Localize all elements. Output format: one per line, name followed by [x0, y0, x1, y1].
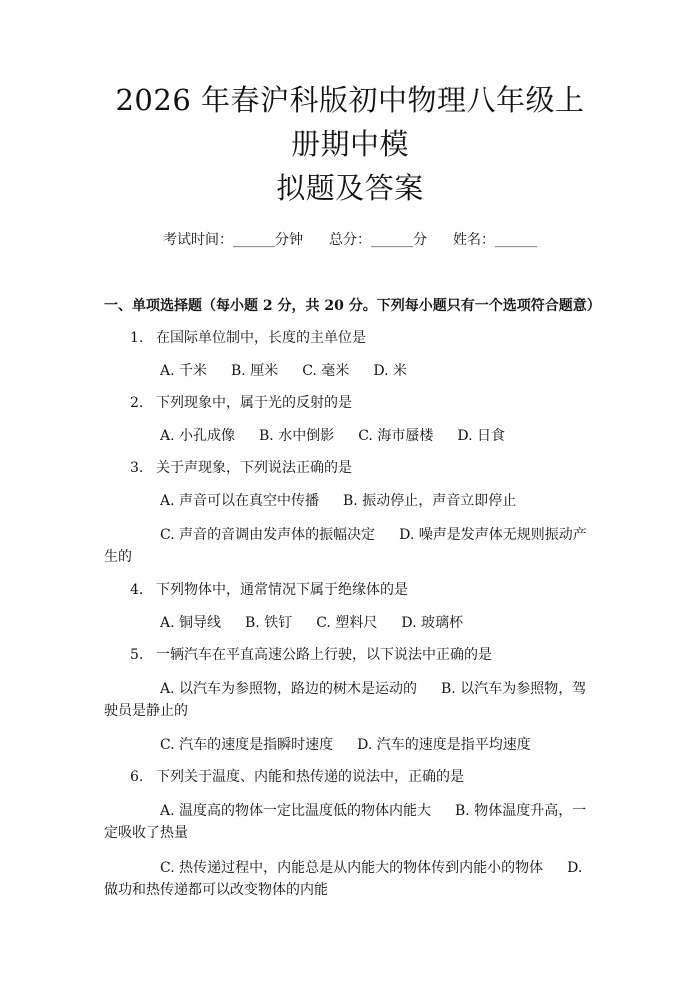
question-options [104, 613, 596, 633]
option: B. 以汽车为参照物，驾驶员是静止的 [104, 681, 587, 719]
option: B. 厘米 [231, 363, 279, 379]
question-options [104, 361, 596, 381]
question-text: 一辆汽车在平直高速公路上行驶，以下说法中正确的是 [156, 647, 492, 663]
option: B. 水中倒影 [259, 428, 335, 444]
option: A. 以汽车为参照物，路边的树木是运动的 [160, 681, 418, 697]
question [104, 393, 596, 413]
question-options-wrapped [104, 800, 596, 844]
option: C. 热传递过程中，内能总是从内能大的物体传到内能小的物体 [160, 860, 544, 876]
question-number: 4. [130, 582, 144, 598]
title-line-1: 2026 年春沪科版初中物理八年级上册期中模 [115, 83, 585, 161]
exam-score: 总分：______分 [329, 232, 427, 248]
question-number: 5. [130, 647, 144, 663]
option: C. 毫米 [302, 363, 350, 379]
question [104, 767, 596, 787]
option: C. 塑料尺 [316, 615, 378, 631]
option: A. 铜导线 [160, 615, 222, 631]
section-title: 一、单项选择题（每小题 2 分，共 20 分。下列每小题只有一个选项符合题意） [104, 298, 601, 314]
option: A. 千米 [160, 363, 208, 379]
option: D. 汽车的速度是指平均速度 [357, 737, 531, 753]
question-text: 下列现象中，属于光的反射的是 [156, 395, 352, 411]
option: B. 物体温度升高，一定吸收了热量 [104, 803, 587, 841]
option: D. 玻璃杯 [401, 615, 463, 631]
option: A. 声音可以在真空中传播 [160, 493, 320, 509]
question-options [104, 491, 596, 511]
question-options-wrapped [104, 857, 596, 901]
exam-title [104, 78, 596, 210]
option: D. 日食 [457, 428, 505, 444]
option: B. 振动停止，声音立即停止 [343, 493, 517, 509]
option: A. 小孔成像 [160, 428, 236, 444]
question-text: 下列物体中，通常情况下属于绝缘体的是 [156, 582, 408, 598]
title-line-2: 拟题及答案 [276, 171, 424, 205]
question-number: 2. [130, 395, 144, 411]
question-options [104, 735, 596, 755]
option: C. 汽车的速度是指瞬时速度 [160, 737, 334, 753]
exam-meta [104, 230, 596, 250]
question-text: 关于声现象，下列说法正确的是 [156, 460, 352, 476]
question [104, 328, 596, 348]
option: D. 做功和热传递都可以改变物体的内能 [104, 860, 583, 898]
option: C. 海市蜃楼 [358, 428, 434, 444]
option: C. 声音的音调由发声体的振幅决定 [160, 527, 376, 543]
question [104, 580, 596, 600]
option: D. 噪声是发声体无规则振动产生的 [104, 527, 587, 565]
exam-page [0, 78, 700, 983]
question-text: 在国际单位制中，长度的主单位是 [156, 330, 366, 346]
question [104, 458, 596, 478]
exam-time: 考试时间：______分钟 [163, 232, 303, 248]
question-number: 1. [130, 330, 144, 346]
question-options-wrapped [104, 678, 596, 722]
question-number: 3. [130, 460, 144, 476]
question-options [104, 426, 596, 446]
question-text: 下列关于温度、内能和热传递的说法中，正确的是 [156, 769, 464, 785]
option: B. 铁钉 [245, 615, 293, 631]
question-options-wrapped [104, 524, 596, 568]
question [104, 645, 596, 665]
question-number: 6. [130, 769, 144, 785]
option: A. 温度高的物体一定比温度低的物体内能大 [160, 803, 432, 819]
exam-name: 姓名：______ [453, 232, 537, 248]
option: D. 米 [373, 363, 407, 379]
